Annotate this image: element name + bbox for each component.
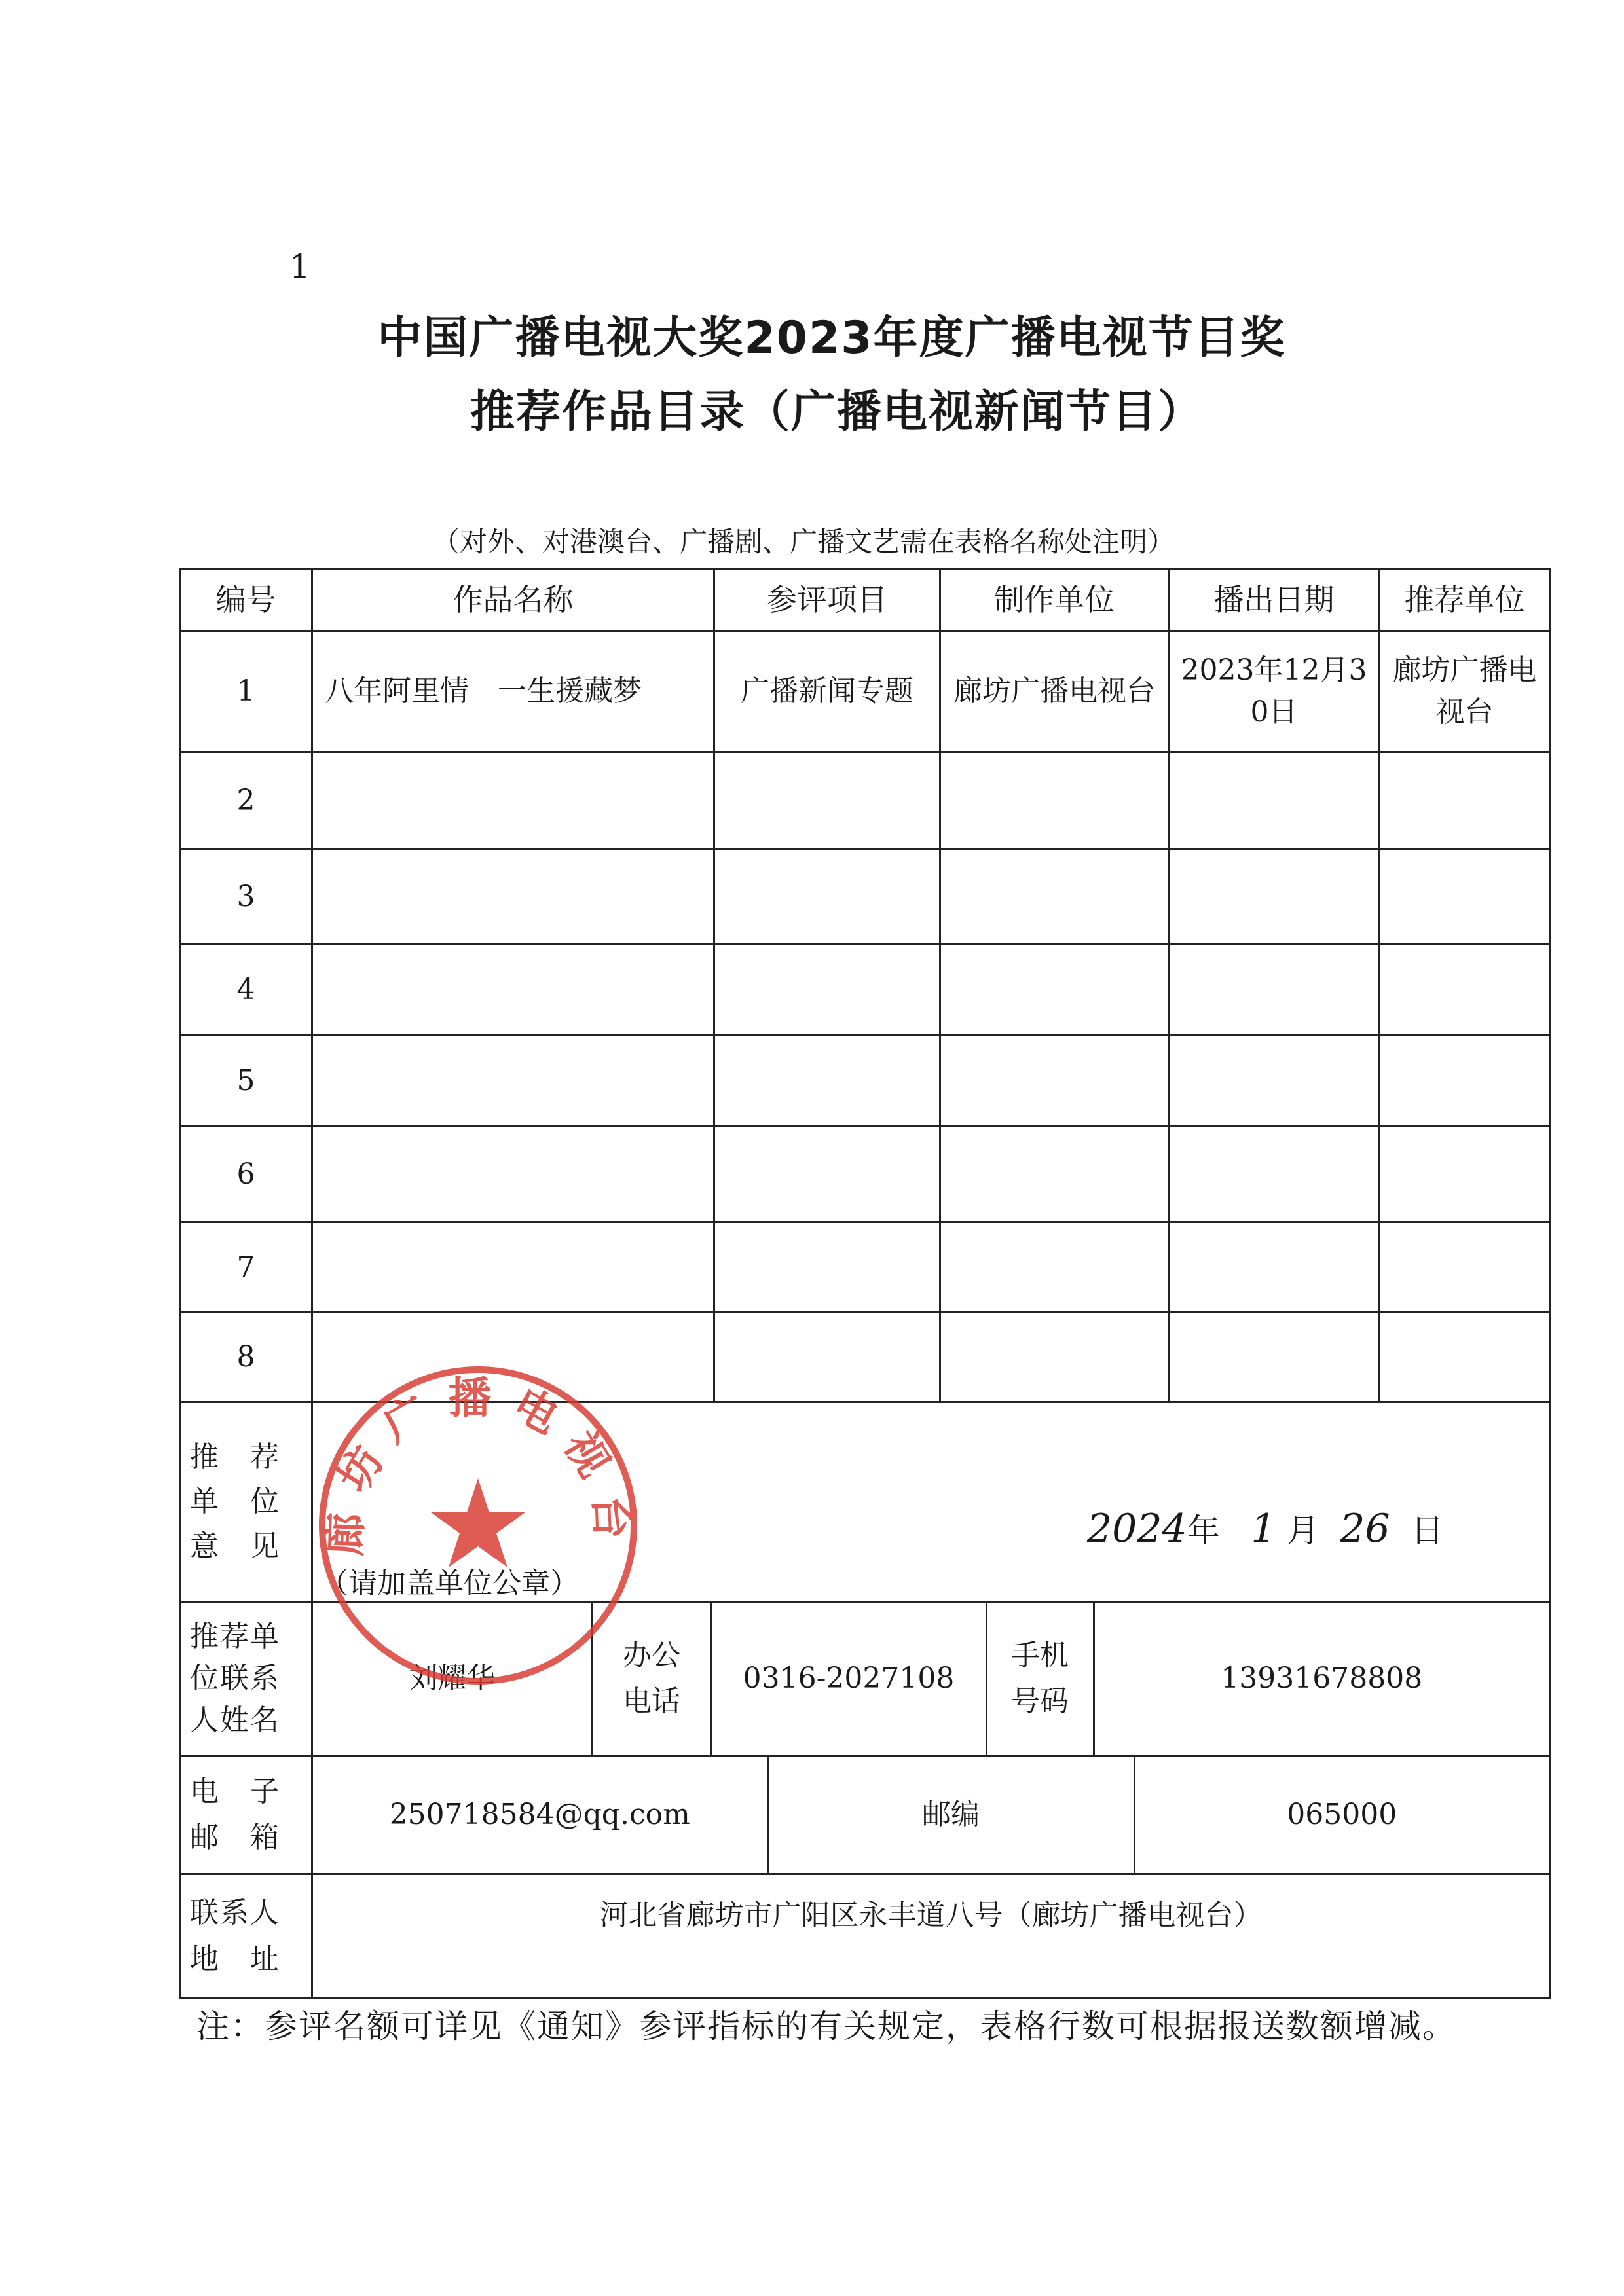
cell-recommender (1380, 1035, 1550, 1127)
email-label-line2: 邮 箱 (190, 1821, 280, 1854)
cell-recommender (1380, 945, 1550, 1035)
cell-no: 6 (180, 1127, 312, 1222)
header-category: 参评项目 (714, 569, 940, 631)
cell-producer (940, 1035, 1169, 1127)
table-row (180, 631, 1550, 752)
cell-producer: 廊坊广播电视台 (940, 631, 1169, 752)
cell-category (714, 1313, 940, 1402)
cell-name (312, 945, 714, 1035)
footer-note: 注：参评名额可详见《通知》参评指标的有关规定，表格行数可根据报送数额增减。 (196, 2007, 1456, 2045)
cell-category (714, 1222, 940, 1313)
cell-recommender (1380, 1313, 1550, 1402)
cell-name: 八年阿里情 一生援藏梦 (312, 631, 714, 752)
cell-air-date: 2023年12月30日 (1169, 631, 1380, 752)
table-row (180, 1127, 1550, 1222)
table-row (180, 1222, 1550, 1313)
cell-no: 8 (180, 1313, 312, 1402)
cell-producer (940, 1222, 1169, 1313)
cell-name (312, 1127, 714, 1222)
office-phone: 0316-2027108 (711, 1603, 986, 1755)
mobile-number: 13931678808 (1221, 1662, 1423, 1696)
email-label (180, 1756, 312, 1874)
mobile-label-line1: 手机 (1011, 1638, 1069, 1672)
cell-no: 2 (180, 752, 312, 849)
official-seal-stamp (313, 1360, 644, 1691)
office-phone-label-line1: 办公 (623, 1638, 680, 1672)
cell-no: 4 (180, 945, 312, 1035)
seal-text: 廊坊广播电视台 (319, 1373, 638, 1558)
month-char: 月 (1286, 1512, 1320, 1550)
cell-name (312, 849, 714, 945)
cell-producer (940, 945, 1169, 1035)
zip-code: 065000 (1287, 1798, 1397, 1832)
contact-address: 河北省廊坊市广阳区永丰道八号（廊坊广播电视台） (312, 1874, 1550, 1999)
address-row (180, 1874, 1550, 1999)
table-row (180, 752, 1550, 849)
table-row (180, 945, 1550, 1035)
cell-recommender (1380, 1127, 1550, 1222)
zip-label: 邮编 (767, 1757, 1134, 1873)
table-row (180, 849, 1550, 945)
email-content (312, 1756, 1550, 1874)
mobile-label (986, 1603, 1094, 1755)
cell-recommender (1380, 849, 1550, 945)
contact-label-line1: 推荐单 (190, 1620, 280, 1654)
opinion-label-line3: 意 见 (190, 1529, 280, 1563)
header-air-date: 播出日期 (1169, 569, 1380, 631)
seal-star-icon (431, 1478, 525, 1567)
cell-no: 7 (180, 1222, 312, 1313)
email-label-line1: 电 子 (190, 1774, 280, 1808)
recommendation-table (179, 568, 1551, 1999)
cell-no: 3 (180, 849, 312, 945)
cell-name (312, 1222, 714, 1313)
cell-air-date (1169, 1127, 1380, 1222)
cell-name (312, 752, 714, 849)
header-name: 作品名称 (312, 569, 714, 631)
cell-recommender: 廊坊广播电视台 (1380, 631, 1550, 752)
table-header-row (180, 569, 1550, 631)
document-title-line1: 中国广播电视大奖2023年度广播电视节目奖 (377, 312, 1286, 364)
table-note: （对外、对港澳台、广播剧、广播文艺需在表格名称处注明） (432, 526, 1175, 558)
contact-label-line3: 人姓名 (190, 1703, 280, 1737)
mobile-label-line2: 号码 (1011, 1685, 1069, 1718)
address-label-line1: 联系人 (190, 1896, 280, 1930)
table-row (180, 1035, 1550, 1127)
year-char: 年 (1187, 1512, 1220, 1550)
email-row (180, 1756, 1550, 1874)
cell-producer (940, 1313, 1169, 1402)
cell-producer (940, 849, 1169, 945)
opinion-label-line1: 推 荐 (190, 1440, 280, 1474)
cell-air-date (1169, 945, 1380, 1035)
cell-category (714, 1035, 940, 1127)
address-label (180, 1874, 312, 1999)
header-no: 编号 (180, 569, 312, 631)
cell-recommender (1380, 1222, 1550, 1313)
cell-air-date (1169, 752, 1380, 849)
cell-no: 1 (180, 631, 312, 752)
cell-recommender (1380, 752, 1550, 849)
cell-name (312, 1035, 714, 1127)
opinion-label-line2: 单 位 (190, 1484, 280, 1518)
cell-category: 广播新闻专题 (714, 631, 940, 752)
cell-air-date (1169, 1035, 1380, 1127)
header-recommender: 推荐单位 (1380, 569, 1550, 631)
cell-producer (940, 1127, 1169, 1222)
contact-label (180, 1602, 312, 1756)
cell-no: 5 (180, 1035, 312, 1127)
cell-category (714, 945, 940, 1035)
seal-remark: （请加盖单位公章） (320, 1567, 579, 1600)
cell-air-date (1169, 1313, 1380, 1402)
email-address: 250718584@qq.com (313, 1757, 767, 1873)
office-phone-label-line2: 电话 (623, 1685, 680, 1718)
contact-label-line2: 位联系 (190, 1662, 280, 1696)
cell-air-date (1169, 1222, 1380, 1313)
day-char: 日 (1411, 1512, 1444, 1550)
cell-category (714, 849, 940, 945)
cell-air-date (1169, 849, 1380, 945)
opinion-label (180, 1402, 312, 1602)
signature-date (1087, 1504, 1443, 1552)
date-day: 26 (1340, 1506, 1390, 1552)
contact-name: 刘耀华 (313, 1603, 592, 1755)
cell-category (714, 1127, 940, 1222)
date-year: 2024 (1087, 1506, 1187, 1552)
address-label-line2: 地 址 (190, 1942, 280, 1976)
header-producer: 制作单位 (940, 569, 1169, 631)
date-month: 1 (1251, 1506, 1276, 1552)
cell-producer (940, 752, 1169, 849)
document-title-line2: 推荐作品目录（广播电视新闻节目） (470, 386, 1204, 438)
cell-category (714, 752, 940, 849)
page-number: 1 (289, 247, 310, 285)
